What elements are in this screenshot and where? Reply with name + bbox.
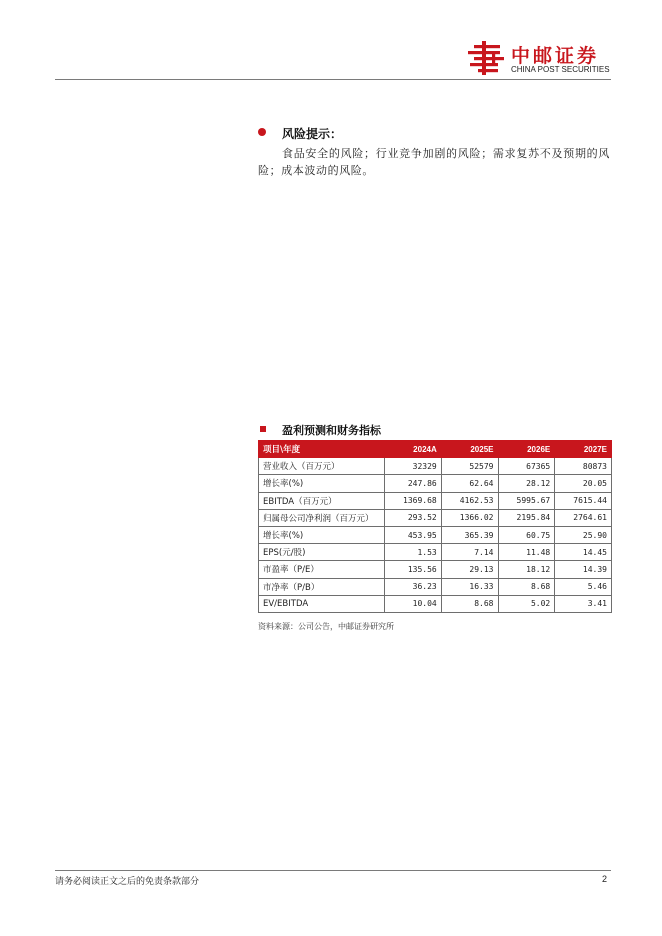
table-cell: 11.48 [498,544,555,561]
table-cell: 5.46 [555,578,612,595]
table-cell: 7615.44 [555,492,612,509]
header-cell: 2025E [441,441,498,458]
table-cell: 52579 [441,458,498,475]
header-cell: 2027E [555,441,612,458]
table-cell: 5.02 [498,595,555,612]
risk-bullet-icon [258,128,266,136]
table-cell: 1.53 [385,544,442,561]
row-label: EBITDA（百万元） [259,492,385,509]
table-source-note: 资料来源：公司公告，中邮证券研究所 [258,622,394,631]
table-cell: 60.75 [498,526,555,543]
table-title: 盈利预测和财务指标 [282,424,381,437]
header-cell: 2024A [385,441,442,458]
row-label: 市盈率（P/E） [259,561,385,578]
table-cell: 28.12 [498,475,555,492]
table-cell: 14.45 [555,544,612,561]
table-row [259,544,612,561]
table-cell: 247.86 [385,475,442,492]
page-number: 2 [601,874,607,884]
row-label: 归属母公司净利润（百万元） [259,509,385,526]
table-cell: 67365 [498,458,555,475]
footer-disclaimer: 请务必阅读正文之后的免责条款部分 [55,877,200,887]
table-cell: 14.39 [555,561,612,578]
brand-english-name: CHINA POST SECURITIES [511,65,610,74]
brand-name: 中邮证券 [511,45,600,67]
table-cell: 453.95 [385,526,442,543]
table-cell: 1369.68 [385,492,442,509]
risk-text: 食品安全的风险；行业竞争加剧的风险；需求复苏不及预期的风险；成本波动的风险。 [258,147,610,177]
table-cell: 16.33 [441,578,498,595]
header-cell: 项目\年度 [259,441,385,458]
row-label: EPS(元/股) [259,544,385,561]
row-label: 市净率（P/B） [259,578,385,595]
table-cell: 7.14 [441,544,498,561]
table-row [259,475,612,492]
table-cell: 18.12 [498,561,555,578]
risk-title: 风险提示： [282,127,343,141]
table-cell: 8.68 [498,578,555,595]
table-cell: 365.39 [441,526,498,543]
table-cell: 2764.61 [555,509,612,526]
table-cell: 3.41 [555,595,612,612]
table-row [259,561,612,578]
header-divider [55,79,611,80]
row-label: EV/EBITDA [259,595,385,612]
table-cell: 80873 [555,458,612,475]
table-cell: 135.56 [385,561,442,578]
table-header-row [259,441,612,458]
table-row [259,492,612,509]
row-label: 营业收入（百万元） [259,458,385,475]
china-post-logo-icon [468,40,506,76]
table-cell: 8.68 [441,595,498,612]
table-cell: 25.90 [555,526,612,543]
table-row [259,526,612,543]
table-cell: 10.04 [385,595,442,612]
table-cell: 293.52 [385,509,442,526]
table-row [259,509,612,526]
table-cell: 62.64 [441,475,498,492]
row-label: 增长率(%) [259,526,385,543]
table-bullet-icon [260,426,266,432]
row-label: 增长率(%) [259,475,385,492]
table-row [259,458,612,475]
table-cell: 36.23 [385,578,442,595]
table-row [259,595,612,612]
table-cell: 4162.53 [441,492,498,509]
table-row [259,578,612,595]
financial-forecast-table [258,440,612,613]
table-cell: 1366.02 [441,509,498,526]
footer-divider [55,870,611,871]
table-cell: 20.05 [555,475,612,492]
header-cell: 2026E [498,441,555,458]
table-cell: 32329 [385,458,442,475]
table-cell: 2195.84 [498,509,555,526]
table-cell: 5995.67 [498,492,555,509]
table-cell: 29.13 [441,561,498,578]
header-logo [468,40,618,76]
